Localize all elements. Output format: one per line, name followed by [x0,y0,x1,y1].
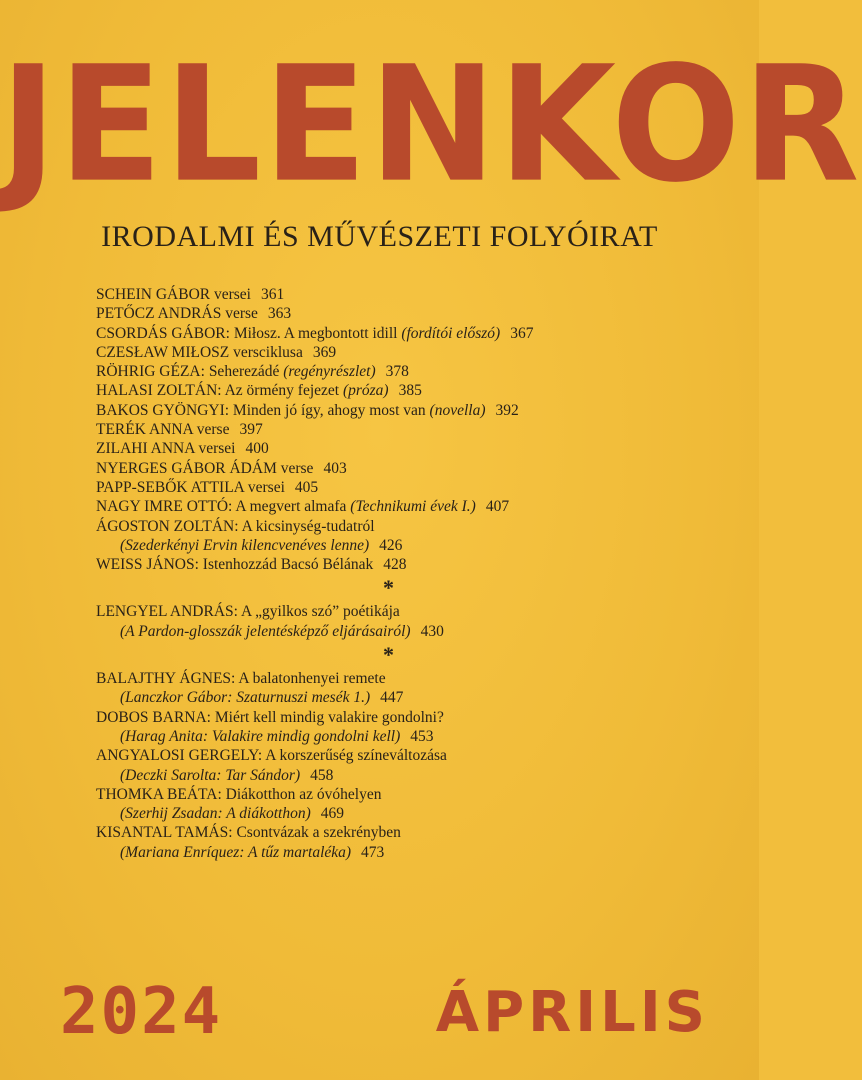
toc-entry [96,459,716,478]
toc-page-number: 367 [510,324,534,342]
toc-genre: (fordítói előszó) [401,324,501,342]
toc-entry [96,602,716,641]
toc-entry [96,708,716,747]
toc-entry [96,381,716,400]
toc-subtitle: (Mariana Enríquez: A tűz martaléka) 473 [120,843,385,861]
toc-page-number: 361 [261,286,285,303]
toc-entry [96,401,716,420]
toc-page-number: 397 [239,421,263,439]
toc-author: ZILAHI ANNA [96,440,195,458]
toc-subtitle: (A Pardon-glosszák jelentésképző eljárásairól) 430 [120,622,444,640]
toc-title: A korszerűség színeváltozása [265,747,447,765]
toc-entry [96,420,716,439]
toc-title: versei [213,286,251,303]
toc-entry [96,285,716,304]
toc-title: A megvert almafa [235,498,347,516]
toc-page-number: 430 [420,622,444,640]
toc-title: A „gyilkos szó” poétikája [240,603,400,621]
toc-title: verse [280,459,314,477]
toc-group-essay [96,602,716,641]
toc-author: CSORDÁS GÁBOR: [96,324,230,342]
toc-entry [96,439,716,458]
toc-author: ÁGOSTON ZOLTÁN: [96,517,239,535]
toc-page-number: 469 [320,805,344,823]
toc-author: DOBOS BARNA: [96,708,211,726]
toc-genre: (regényrészlet) [283,363,376,381]
toc-title: Miért kell mindig valakire gondolni? [214,708,444,726]
toc-author: SCHEIN GÁBOR [96,286,211,303]
toc-page-number: 392 [495,401,519,419]
toc-author: RÖHRIG GÉZA: [96,363,205,381]
toc-title: Istenhozzád Bacsó Bélának [202,556,374,574]
toc-page-number: 400 [245,440,269,458]
toc-title: Seherezádé [208,363,280,381]
cover-subtitle: IRODALMI ÉS MŰVÉSZETI FOLYÓIRAT [101,220,658,253]
toc-page-number: 403 [323,459,347,477]
table-of-contents [96,285,716,862]
toc-subtitle: (Harag Anita: Valakire mindig gondolni kell) 453 [120,727,434,745]
toc-genre: (novella) [429,401,486,419]
toc-author: NYERGES GÁBOR ÁDÁM [96,459,277,477]
toc-title: A balatonhenyei remete [238,670,386,688]
toc-title: Diákotthon az óvóhelyen [225,785,382,803]
toc-author: TERÉK ANNA [96,421,193,439]
toc-page-number: 473 [361,843,385,861]
toc-group-reviews [96,669,716,862]
toc-entry [96,324,716,343]
toc-entry [96,669,716,708]
masthead-logo: JELENKOR [0,31,862,218]
toc-genre: (Technikumi évek I.) [350,498,476,516]
toc-author: PETŐCZ ANDRÁS [96,305,222,323]
toc-page-number: 453 [410,727,434,745]
toc-title: Csontvázak a szekrényben [236,824,401,842]
toc-author: PAPP-SEBŐK ATTILA [96,478,245,496]
toc-entry [96,517,716,556]
toc-author: KISANTAL TAMÁS: [96,824,233,842]
issue-year: 2024 [60,975,223,1049]
toc-author: THOMKA BEÁTA: [96,785,222,803]
toc-page-number: 447 [380,689,404,707]
toc-group-main [96,285,716,574]
toc-title: versciklusa [233,343,303,361]
toc-subtitle: (Szederkényi Ervin kilencvenéves lenne) 426 [120,536,403,554]
toc-author: WEISS JÁNOS: [96,556,199,574]
toc-page-number: 428 [383,556,407,574]
toc-subtitle: (Deczki Sarolta: Tar Sándor) 458 [120,766,334,784]
toc-title: versei [198,440,236,458]
toc-title: verse [196,421,230,439]
toc-entry [96,497,716,516]
toc-entry [96,555,716,574]
toc-author: BAKOS GYÖNGYI: [96,401,230,419]
toc-entry [96,746,716,785]
toc-page-number: 369 [312,343,337,361]
toc-author: ANGYALOSI GERGELY: [96,747,263,765]
toc-page-number: 407 [485,498,510,516]
toc-genre: (próza) [342,382,389,400]
toc-entry [96,304,716,323]
toc-title: verse [225,305,258,323]
toc-entry [96,478,716,497]
toc-subtitle: (Szerhij Zsadan: A diákotthon) 469 [120,805,344,823]
section-separator: * [383,575,394,601]
toc-entry [96,362,716,381]
toc-title: Az örmény fejezet [224,382,340,400]
toc-author: LENGYEL ANDRÁS: [96,603,238,621]
toc-page-number: 385 [398,382,422,400]
toc-author: BALAJTHY ÁGNES: [96,670,236,688]
toc-title: A kicsinység-tudatról [241,517,375,535]
toc-author: HALASI ZOLTÁN: [96,382,222,400]
toc-subtitle: (Lanczkor Gábor: Szaturnuszi mesék 1.) 447 [120,689,404,707]
toc-title: Miłosz. A megbontott idill [233,324,398,342]
toc-entry [96,823,716,862]
toc-title: Minden jó így, ahogy most van [232,401,426,419]
toc-page-number: 405 [294,478,319,496]
toc-author: CZESŁAW MIŁOSZ [96,343,230,361]
toc-entry [96,343,716,362]
toc-page-number: 458 [310,766,334,784]
section-separator: * [383,642,394,668]
toc-page-number: 426 [379,536,403,554]
toc-page-number: 363 [267,305,292,323]
toc-page-number: 378 [385,363,409,381]
toc-entry [96,785,716,824]
toc-author: NAGY IMRE OTTÓ: [96,498,233,516]
toc-title: versei [247,478,285,496]
issue-month: ÁPRILIS [435,980,709,1045]
